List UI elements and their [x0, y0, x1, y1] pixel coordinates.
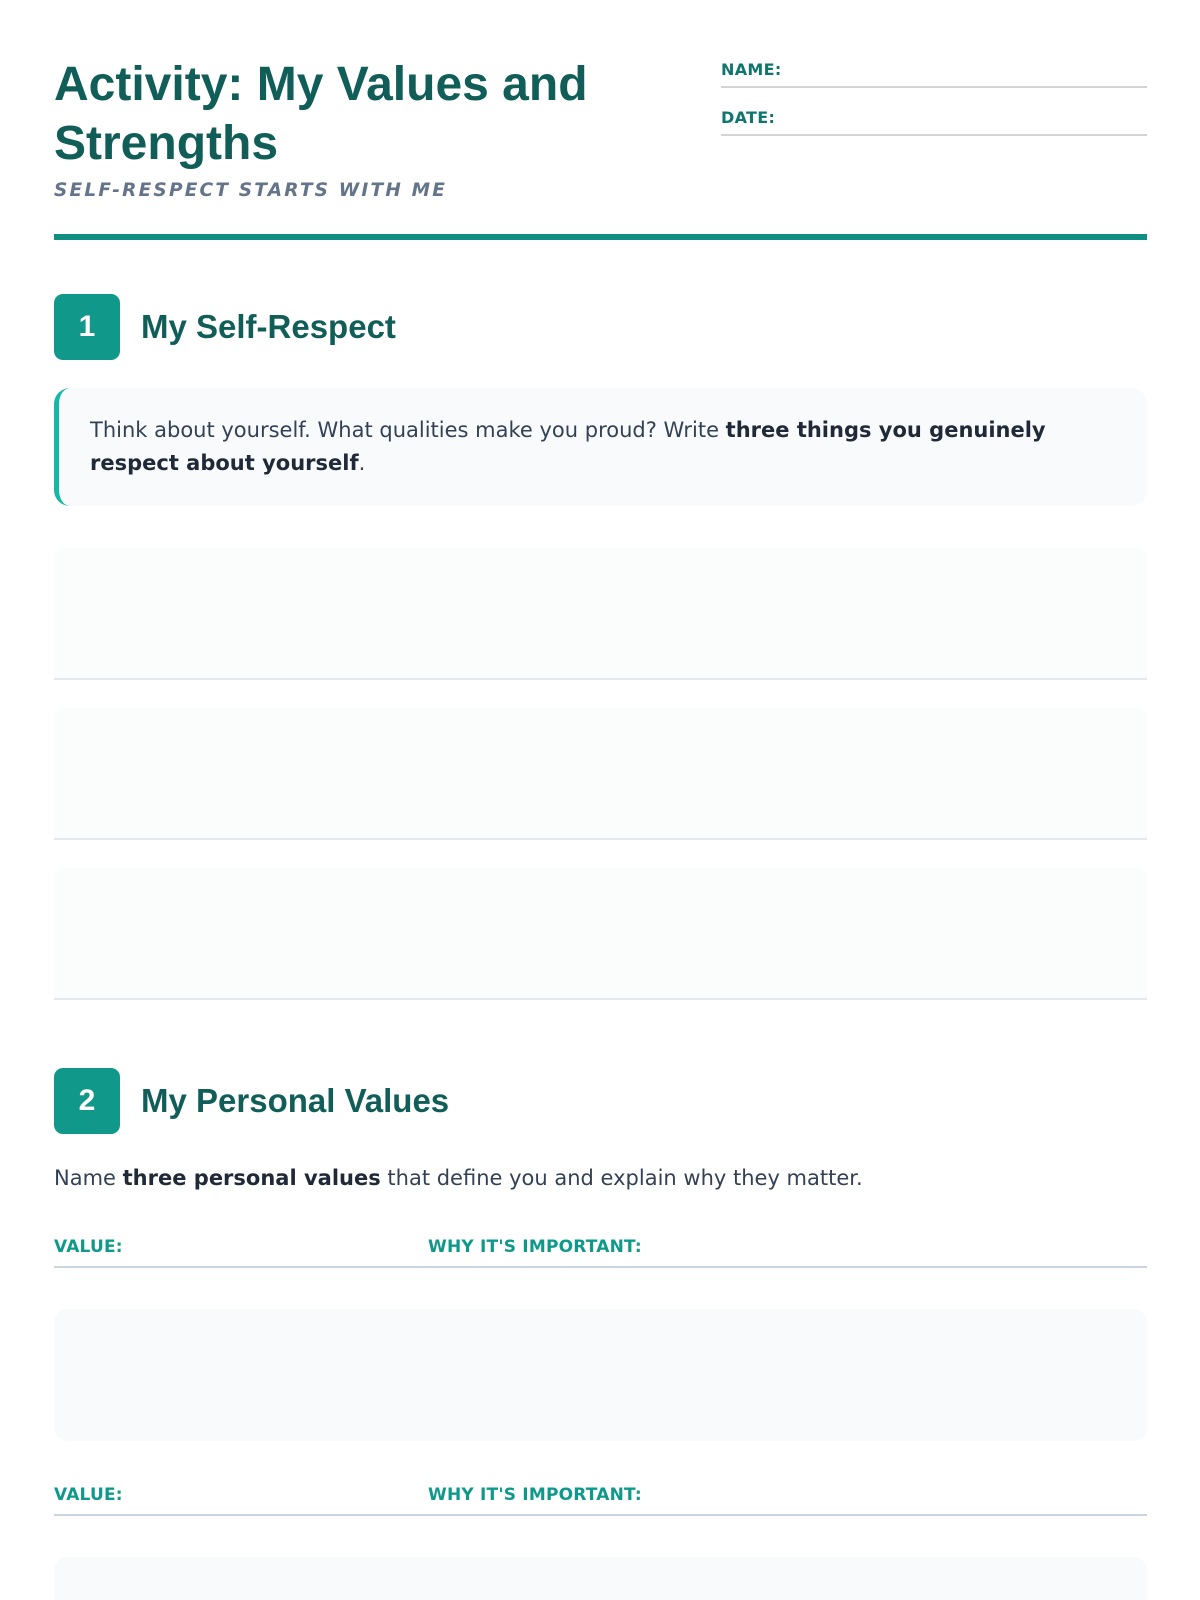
value-row-2[interactable] — [54, 1482, 1147, 1516]
section-1-number-badge: 1 — [54, 294, 120, 360]
value-explanation-box-2[interactable] — [54, 1557, 1147, 1600]
worksheet-header — [54, 0, 1147, 242]
value-label: VALUE: — [54, 1485, 123, 1505]
section-1-heading — [54, 294, 1147, 360]
value-label: VALUE: — [54, 1237, 123, 1257]
why-important-label: WHY IT'S IMPORTANT: — [428, 1485, 642, 1505]
prompt-text-end: . — [358, 451, 366, 475]
why-important-label: WHY IT'S IMPORTANT: — [428, 1237, 642, 1257]
name-field[interactable] — [721, 60, 1147, 88]
section-2-title: My Personal Values — [141, 1082, 450, 1119]
value-explanation-box-1[interactable] — [54, 1309, 1147, 1441]
section-2-heading — [54, 1068, 1147, 1134]
intro-text-end: that define you and explain why they matter. — [380, 1166, 863, 1190]
intro-text-bold: three personal values — [122, 1166, 381, 1190]
section-2-number-badge: 2 — [54, 1068, 120, 1134]
self-respect-answer-1[interactable] — [54, 548, 1147, 680]
page-subtitle: SELF-RESPECT STARTS WITH ME — [54, 180, 448, 201]
self-respect-answer-2[interactable] — [54, 708, 1147, 840]
prompt-text-bold: three things you genuinely respect about yourself — [90, 418, 1046, 475]
date-field[interactable] — [721, 108, 1147, 136]
header-divider — [54, 234, 1147, 240]
section-1-prompt-card — [54, 388, 1147, 506]
name-label: NAME: — [721, 60, 782, 79]
worksheet-page — [54, 0, 1147, 1600]
self-respect-answer-3[interactable] — [54, 868, 1147, 1000]
section-2-intro — [54, 1163, 863, 1193]
page-title: Activity: My Values and Strengths — [54, 58, 588, 170]
date-label: DATE: — [721, 108, 776, 127]
value-row-1[interactable] — [54, 1234, 1147, 1268]
prompt-text-start: Think about yourself. What qualities make you proud? Write — [90, 418, 726, 442]
section-1-title: My Self-Respect — [141, 308, 396, 345]
intro-text-start: Name — [54, 1166, 123, 1190]
